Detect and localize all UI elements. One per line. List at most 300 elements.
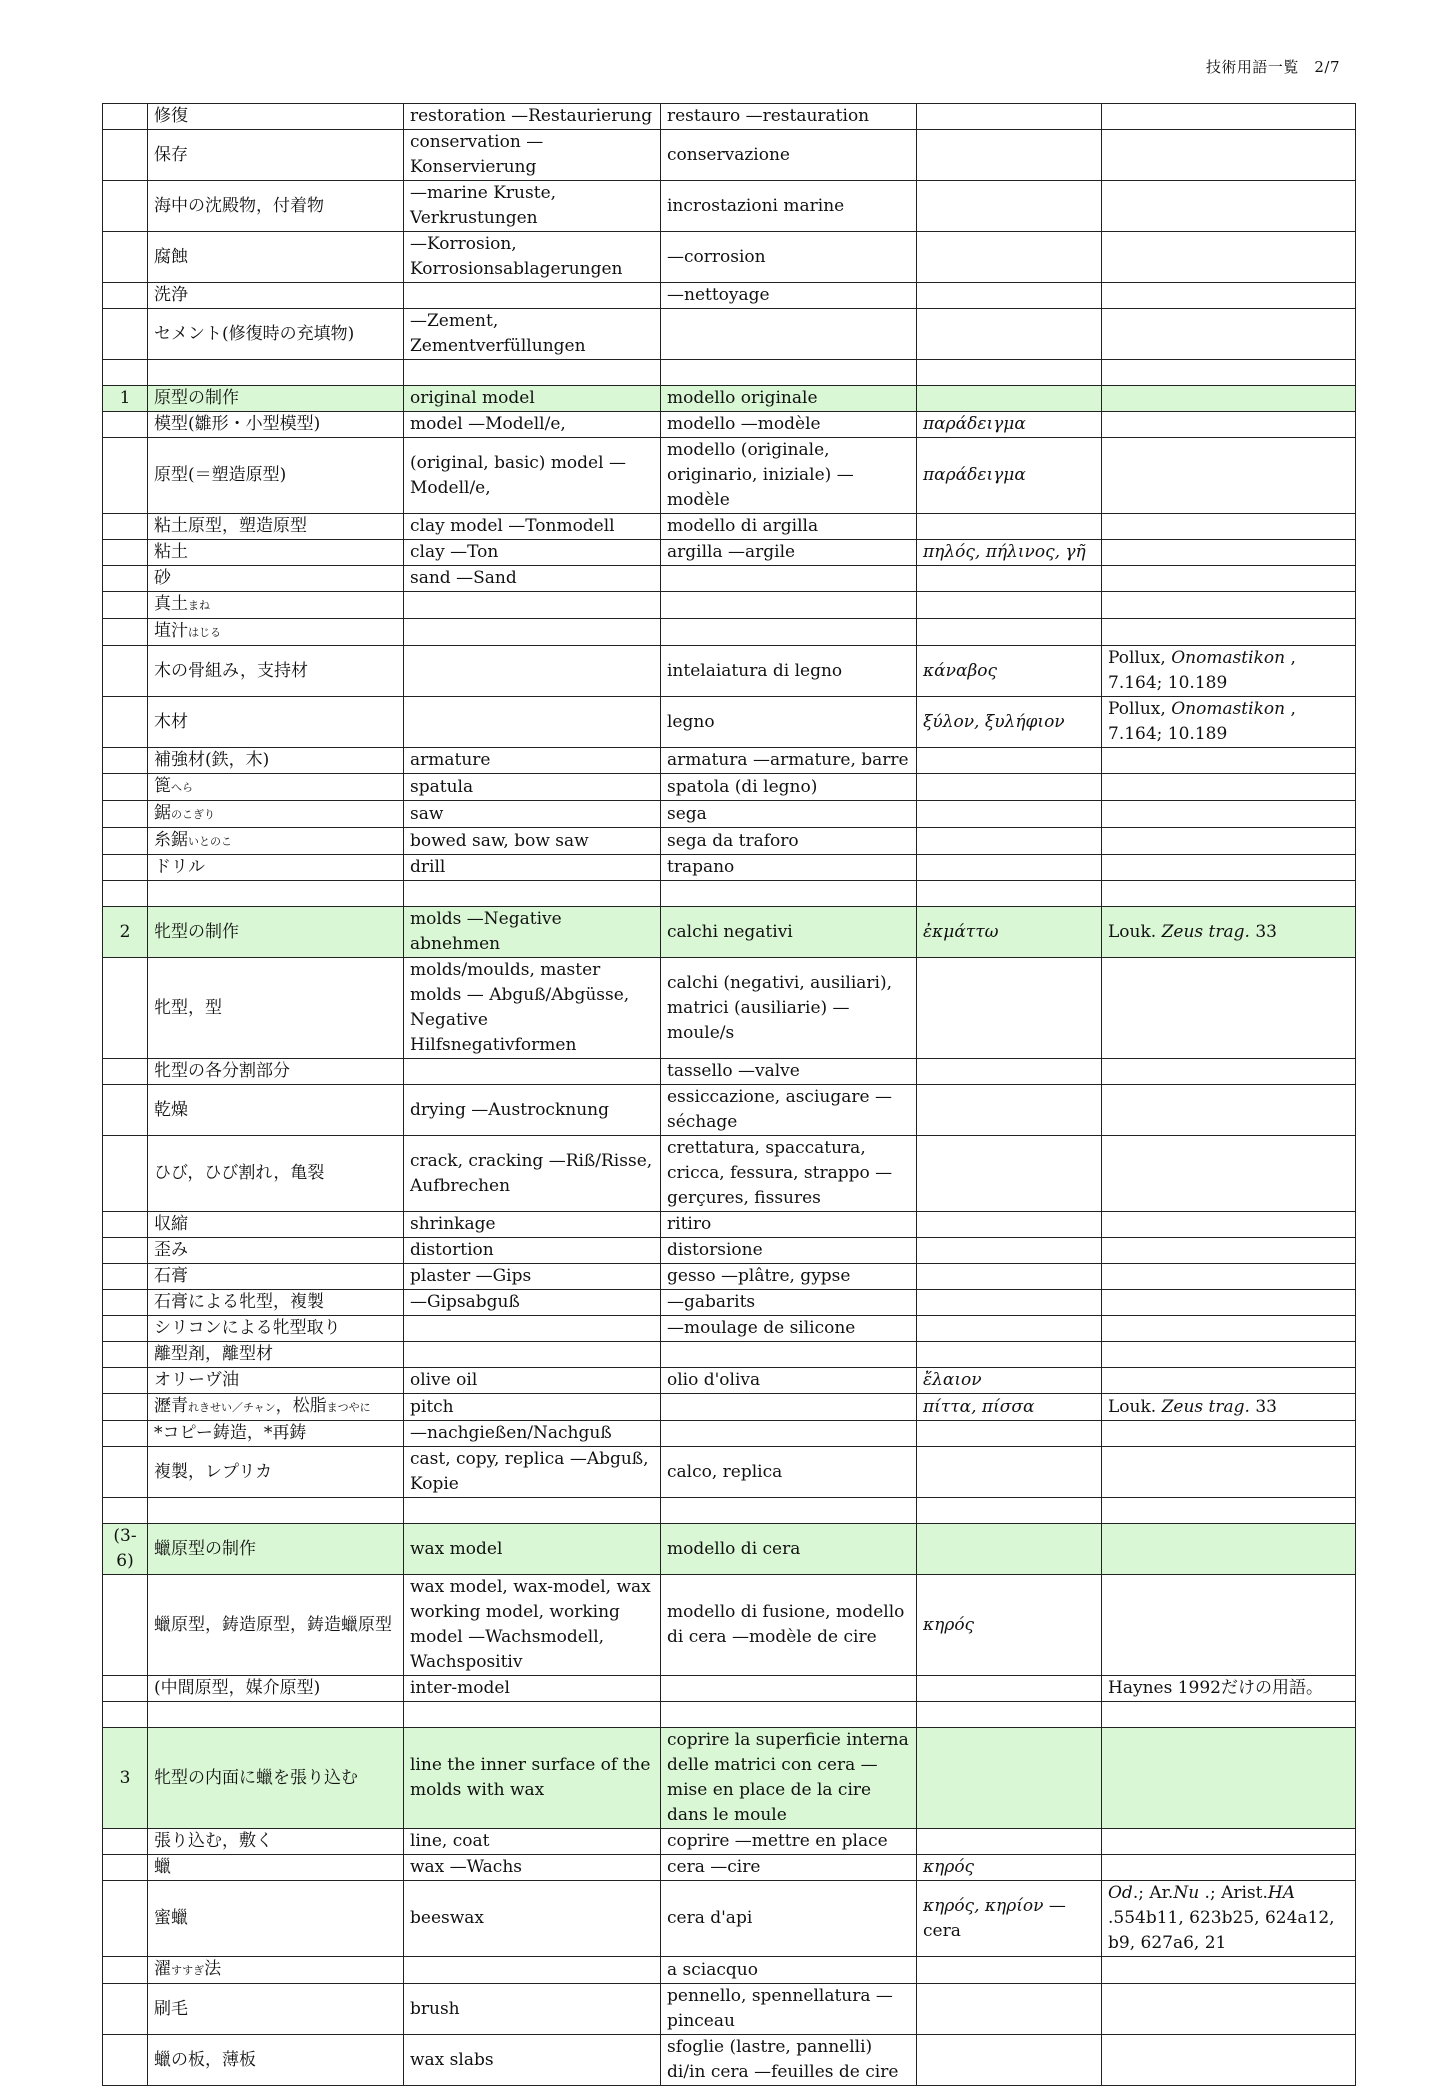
cell-ref xyxy=(1102,438,1356,514)
cell-ja xyxy=(148,619,404,646)
italian-french-term: calco, replica xyxy=(667,1461,783,1482)
cell-num xyxy=(103,566,148,592)
cell-ja xyxy=(148,386,404,412)
cell-ja xyxy=(148,958,404,1059)
cell-it xyxy=(661,828,917,855)
cell-ref xyxy=(1102,1085,1356,1136)
cell-en xyxy=(404,283,661,309)
cell-gr xyxy=(917,828,1102,855)
cell-it xyxy=(661,1264,917,1290)
cell-num xyxy=(103,514,148,540)
ruby-reading: はじる xyxy=(188,626,221,639)
english-german-term: original model xyxy=(410,388,535,408)
cell-it xyxy=(661,232,917,283)
english-german-term: armature xyxy=(410,750,491,770)
cell-it xyxy=(661,2035,917,2086)
japanese-term: 刷毛 xyxy=(154,1998,188,2019)
japanese-term: ひび，ひび割れ，亀裂 xyxy=(154,1163,325,1183)
cell-num xyxy=(103,1421,148,1447)
italian-french-term: modello (originale, originario, iniziale) —modèle xyxy=(667,440,854,510)
cell-num xyxy=(103,801,148,828)
cell-en xyxy=(404,1368,661,1394)
cell-gr xyxy=(917,181,1102,232)
japanese-term: 蠟の板，薄板 xyxy=(154,2049,256,2070)
section-row xyxy=(103,1524,1356,1575)
cell-en xyxy=(404,619,661,646)
cell-ja xyxy=(148,801,404,828)
cell-gr xyxy=(917,514,1102,540)
japanese-term: 鋸 xyxy=(154,803,171,823)
japanese-term-cont: 法 xyxy=(204,1959,222,1979)
cell-en xyxy=(404,1238,661,1264)
cell-en xyxy=(404,881,661,907)
cell-ja xyxy=(148,130,404,181)
greek-term: ἔλαιον xyxy=(923,1370,982,1390)
cell-ja xyxy=(148,828,404,855)
cell-ref xyxy=(1102,619,1356,646)
cell-it xyxy=(661,104,917,130)
english-german-term: inter-model xyxy=(410,1678,510,1698)
english-german-term: —Zement, Zementverfüllungen xyxy=(410,311,586,356)
section-row xyxy=(103,1728,1356,1829)
reference-italic: Onomastikon xyxy=(1171,699,1286,719)
table-row xyxy=(103,1447,1356,1498)
cell-num xyxy=(103,592,148,619)
cell-en xyxy=(404,855,661,881)
cell-num xyxy=(103,907,148,958)
japanese-term: 乾燥 xyxy=(154,1099,188,1120)
cell-it xyxy=(661,1085,917,1136)
cell-ja xyxy=(148,1394,404,1421)
table-row xyxy=(103,1085,1356,1136)
section-row xyxy=(103,907,1356,958)
japanese-term: 粘土原型，塑造原型 xyxy=(154,516,307,536)
cell-ja xyxy=(148,1264,404,1290)
cell-ref xyxy=(1102,309,1356,360)
cell-ref xyxy=(1102,104,1356,130)
table-row xyxy=(103,828,1356,855)
cell-it xyxy=(661,646,917,697)
cell-it xyxy=(661,360,917,386)
cell-gr xyxy=(917,619,1102,646)
cell-it xyxy=(661,1984,917,2035)
cell-en xyxy=(404,1524,661,1575)
cell-en xyxy=(404,1264,661,1290)
cell-num xyxy=(103,412,148,438)
italian-french-term: sega xyxy=(667,803,707,824)
cell-en xyxy=(404,360,661,386)
cell-gr xyxy=(917,881,1102,907)
japanese-term: 埴汁 xyxy=(154,621,188,641)
greek-term: ἐκμάττω xyxy=(923,921,999,942)
cell-ja xyxy=(148,1238,404,1264)
cell-gr xyxy=(917,907,1102,958)
japanese-term: 張り込む，敷く xyxy=(154,1831,273,1851)
cell-ja xyxy=(148,1575,404,1676)
cell-en xyxy=(404,1085,661,1136)
cell-ja xyxy=(148,1212,404,1238)
japanese-term: 木の骨組み，支持材 xyxy=(154,660,309,681)
cell-en xyxy=(404,1498,661,1524)
cell-gr xyxy=(917,1957,1102,1984)
italian-french-term: modello di argilla xyxy=(667,516,819,536)
cell-ref xyxy=(1102,1394,1356,1421)
cell-ref xyxy=(1102,412,1356,438)
italian-french-term: modello —modèle xyxy=(667,414,821,434)
cell-ja xyxy=(148,1316,404,1342)
english-german-term: cast, copy, replica —Abguß, Kopie xyxy=(410,1449,649,1494)
japanese-term: 模型(雛形・小型模型) xyxy=(154,414,321,434)
cell-num xyxy=(103,697,148,748)
cell-gr xyxy=(917,1342,1102,1368)
cell-ja xyxy=(148,1676,404,1702)
cell-en xyxy=(404,309,661,360)
cell-ja xyxy=(148,592,404,619)
italian-french-term: argilla —argile xyxy=(667,542,796,562)
cell-it xyxy=(661,1421,917,1447)
japanese-term: セメント(修復時の充填物) xyxy=(154,323,355,344)
table-row xyxy=(103,232,1356,283)
cell-ref xyxy=(1102,1447,1356,1498)
cell-en xyxy=(404,412,661,438)
cell-ref xyxy=(1102,1676,1356,1702)
japanese-term: 蠟 xyxy=(154,1857,171,1877)
table-row xyxy=(103,566,1356,592)
cell-gr xyxy=(917,1575,1102,1676)
japanese-term: 石膏 xyxy=(154,1266,188,1286)
cell-ja xyxy=(148,1498,404,1524)
cell-it xyxy=(661,619,917,646)
cell-it xyxy=(661,438,917,514)
cell-num xyxy=(103,386,148,412)
cell-num xyxy=(103,774,148,801)
table-row xyxy=(103,283,1356,309)
cell-ja xyxy=(148,2035,404,2086)
cell-it xyxy=(661,386,917,412)
cell-num xyxy=(103,958,148,1059)
italian-french-term: trapano xyxy=(667,857,735,877)
japanese-term: 蠟原型，鋳造原型，鋳造蠟原型 xyxy=(154,1614,392,1635)
table-row xyxy=(103,1421,1356,1447)
cell-en xyxy=(404,1059,661,1085)
cell-it xyxy=(661,881,917,907)
blank-row xyxy=(103,881,1356,907)
cell-it xyxy=(661,1368,917,1394)
table-row xyxy=(103,1881,1356,1957)
cell-it xyxy=(661,309,917,360)
cell-ref xyxy=(1102,1059,1356,1085)
italian-french-term: restauro —restauration xyxy=(667,106,870,126)
cell-num xyxy=(103,748,148,774)
cell-ref xyxy=(1102,1264,1356,1290)
english-german-term: pitch xyxy=(410,1396,454,1417)
cell-ja xyxy=(148,646,404,697)
cell-gr xyxy=(917,412,1102,438)
cell-ref xyxy=(1102,592,1356,619)
italian-french-term: legno xyxy=(667,711,715,732)
cell-en xyxy=(404,828,661,855)
section-number: 3 xyxy=(119,1767,131,1788)
japanese-term: 原型の制作 xyxy=(154,388,239,408)
cell-en xyxy=(404,592,661,619)
cell-ja xyxy=(148,1855,404,1881)
cell-en xyxy=(404,1136,661,1212)
cell-gr xyxy=(917,1702,1102,1728)
cell-gr xyxy=(917,774,1102,801)
cell-ja xyxy=(148,412,404,438)
cell-it xyxy=(661,1728,917,1829)
japanese-term: 牝型の内面に蠟を張り込む xyxy=(154,1767,358,1788)
cell-num xyxy=(103,1264,148,1290)
cell-num xyxy=(103,1855,148,1881)
cell-gr xyxy=(917,958,1102,1059)
cell-ja xyxy=(148,1881,404,1957)
cell-en xyxy=(404,1676,661,1702)
cell-num xyxy=(103,181,148,232)
cell-en xyxy=(404,514,661,540)
cell-num xyxy=(103,1575,148,1676)
cell-en xyxy=(404,1881,661,1957)
cell-num xyxy=(103,646,148,697)
italian-french-term: —moulage de silicone xyxy=(667,1318,856,1338)
cell-ref xyxy=(1102,958,1356,1059)
cell-ref xyxy=(1102,1498,1356,1524)
english-german-term: saw xyxy=(410,803,444,824)
cell-ref xyxy=(1102,514,1356,540)
english-german-term: bowed saw, bow saw xyxy=(410,830,589,851)
cell-it xyxy=(661,801,917,828)
cell-en xyxy=(404,697,661,748)
cell-num xyxy=(103,1728,148,1829)
cell-gr xyxy=(917,1059,1102,1085)
cell-gr xyxy=(917,1855,1102,1881)
cell-en xyxy=(404,1447,661,1498)
greek-term: κάναβος xyxy=(923,660,998,681)
greek-term-tail: —cera xyxy=(923,1895,1066,1941)
cell-ref xyxy=(1102,540,1356,566)
cell-ref xyxy=(1102,646,1356,697)
cell-it xyxy=(661,1394,917,1421)
cell-it xyxy=(661,1059,917,1085)
english-german-term: shrinkage xyxy=(410,1214,496,1234)
italian-french-term: calchi (negativi, ausiliari), matrici (ausiliarie) —moule/s xyxy=(667,972,893,1043)
cell-ja xyxy=(148,360,404,386)
cell-num xyxy=(103,1829,148,1855)
table-row xyxy=(103,412,1356,438)
cell-it xyxy=(661,748,917,774)
cell-ref xyxy=(1102,1829,1356,1855)
cell-en xyxy=(404,130,661,181)
reference: .; Ar. xyxy=(1132,1883,1174,1903)
english-german-term: —nachgießen/Nachguß xyxy=(410,1423,612,1443)
cell-gr xyxy=(917,801,1102,828)
cell-ja xyxy=(148,697,404,748)
table-row xyxy=(103,774,1356,801)
japanese-term: 腐蝕 xyxy=(154,246,188,267)
table-row xyxy=(103,1575,1356,1676)
ruby-reading: れきせい／チャン xyxy=(188,1401,276,1414)
cell-num xyxy=(103,619,148,646)
table-row xyxy=(103,1368,1356,1394)
italian-french-term: conservazione xyxy=(667,144,790,165)
cell-num xyxy=(103,1957,148,1984)
blank-row xyxy=(103,360,1356,386)
cell-ja xyxy=(148,438,404,514)
cell-it xyxy=(661,1136,917,1212)
cell-en xyxy=(404,1829,661,1855)
table-row xyxy=(103,958,1356,1059)
table-row xyxy=(103,855,1356,881)
english-german-term: —Korrosion, Korrosionsablagerungen xyxy=(410,234,623,279)
japanese-term: 濯 xyxy=(154,1959,171,1979)
cell-it xyxy=(661,1316,917,1342)
reference: Louk. xyxy=(1108,1396,1162,1417)
cell-ja xyxy=(148,104,404,130)
cell-gr xyxy=(917,1212,1102,1238)
cell-num xyxy=(103,1059,148,1085)
table-row xyxy=(103,1394,1356,1421)
cell-gr xyxy=(917,592,1102,619)
japanese-term: 収縮 xyxy=(154,1214,188,1234)
reference-italic: Nu xyxy=(1173,1883,1200,1903)
cell-it xyxy=(661,130,917,181)
cell-ja xyxy=(148,855,404,881)
cell-gr xyxy=(917,360,1102,386)
italian-french-term: modello di fusione, modello di cera —modèle de cire xyxy=(667,1602,905,1647)
italian-french-term: pennello, spennellatura — pinceau xyxy=(667,1986,893,2031)
english-german-term: clay —Ton xyxy=(410,542,499,562)
reference: .; Arist. xyxy=(1199,1883,1268,1903)
table-row xyxy=(103,646,1356,697)
cell-gr xyxy=(917,1085,1102,1136)
table-row xyxy=(103,748,1356,774)
table-row xyxy=(103,1212,1356,1238)
table-row xyxy=(103,1290,1356,1316)
italian-french-term: crettatura, spaccatura, cricca, fessura, strappo —gerçures, fissures xyxy=(667,1138,893,1208)
table-row xyxy=(103,2035,1356,2086)
table-row xyxy=(103,130,1356,181)
japanese-term: 蜜蠟 xyxy=(154,1908,188,1928)
japanese-term: 補強材(鉄，木) xyxy=(154,750,270,770)
english-german-term: olive oil xyxy=(410,1370,478,1390)
cell-ref xyxy=(1102,1368,1356,1394)
cell-num xyxy=(103,881,148,907)
cell-num xyxy=(103,828,148,855)
cell-en xyxy=(404,2035,661,2086)
table-row xyxy=(103,309,1356,360)
cell-it xyxy=(661,1575,917,1676)
cell-gr xyxy=(917,283,1102,309)
english-german-term: molds —Negative abnehmen xyxy=(410,909,562,954)
japanese-term: ドリル xyxy=(154,857,205,877)
japanese-term: 石膏による牝型，複製 xyxy=(154,1292,324,1312)
reference-italic: Od xyxy=(1108,1883,1133,1903)
cell-num xyxy=(103,283,148,309)
english-german-term: clay model —Tonmodell xyxy=(410,516,615,536)
table-row xyxy=(103,181,1356,232)
japanese-term: 海中の沈殿物，付着物 xyxy=(154,195,324,216)
cell-num xyxy=(103,1290,148,1316)
cell-gr xyxy=(917,2035,1102,2086)
cell-it xyxy=(661,1676,917,1702)
cell-ref xyxy=(1102,1212,1356,1238)
cell-it xyxy=(661,1498,917,1524)
cell-ref xyxy=(1102,855,1356,881)
cell-en xyxy=(404,646,661,697)
italian-french-term: a sciacquo xyxy=(667,1959,758,1980)
cell-ref xyxy=(1102,232,1356,283)
cell-ref xyxy=(1102,1421,1356,1447)
cell-num xyxy=(103,1342,148,1368)
cell-gr xyxy=(917,1316,1102,1342)
cell-en xyxy=(404,1728,661,1829)
cell-ja xyxy=(148,1368,404,1394)
cell-gr xyxy=(917,1136,1102,1212)
cell-ref xyxy=(1102,881,1356,907)
cell-num xyxy=(103,1136,148,1212)
english-german-term: crack, cracking —Riß/Risse, Aufbrechen xyxy=(410,1150,653,1196)
japanese-term: 牝型，型 xyxy=(154,997,222,1018)
cell-en xyxy=(404,748,661,774)
cell-en xyxy=(404,1212,661,1238)
japanese-term: 歪み xyxy=(154,1240,188,1260)
english-german-term: wax model, wax-model, wax working model, working model —Wachsmodell, Wachspositiv xyxy=(410,1577,651,1672)
cell-it xyxy=(661,1881,917,1957)
cell-gr xyxy=(917,104,1102,130)
cell-it xyxy=(661,1342,917,1368)
english-german-term: sand —Sand xyxy=(410,568,517,588)
greek-term: ξύλον, ξυλήφιον xyxy=(923,711,1065,732)
cell-ref xyxy=(1102,283,1356,309)
cell-num xyxy=(103,1368,148,1394)
cell-num xyxy=(103,1394,148,1421)
table-row xyxy=(103,438,1356,514)
table-row xyxy=(103,514,1356,540)
japanese-term: 粘土 xyxy=(154,542,188,562)
cell-en xyxy=(404,540,661,566)
italian-french-term: gesso —plâtre, gypse xyxy=(667,1266,851,1286)
cell-ref xyxy=(1102,1136,1356,1212)
cell-gr xyxy=(917,1394,1102,1421)
table-row xyxy=(103,540,1356,566)
ruby-reading: へら xyxy=(171,781,193,794)
english-german-term: wax model xyxy=(410,1538,503,1559)
japanese-term: (中間原型，媒介原型) xyxy=(154,1678,321,1698)
cell-ja xyxy=(148,1728,404,1829)
cell-num xyxy=(103,855,148,881)
english-german-term: distortion xyxy=(410,1240,494,1260)
japanese-term: 糸鋸 xyxy=(154,830,188,850)
cell-it xyxy=(661,566,917,592)
cell-ja xyxy=(148,1447,404,1498)
cell-gr xyxy=(917,748,1102,774)
italian-french-term: sega da traforo xyxy=(667,830,799,851)
cell-it xyxy=(661,697,917,748)
cell-num xyxy=(103,1447,148,1498)
reference-italic: Onomastikon xyxy=(1171,648,1286,668)
english-german-term: molds/moulds, master molds — Abguß/Abgüsse, Negative Hilfsnegativformen xyxy=(410,960,630,1055)
cell-ref xyxy=(1102,130,1356,181)
italian-french-term: intelaiatura di legno xyxy=(667,660,843,681)
cell-ref xyxy=(1102,907,1356,958)
cell-it xyxy=(661,958,917,1059)
japanese-term: 複製，レプリカ xyxy=(154,1461,273,1482)
italian-french-term: modello di cera xyxy=(667,1538,801,1559)
page-header: 技術用語一覧 2/7 xyxy=(1205,58,1340,76)
table-row xyxy=(103,104,1356,130)
japanese-term: 木材 xyxy=(154,711,188,732)
japanese-term-cont: ，松脂 xyxy=(275,1396,327,1416)
